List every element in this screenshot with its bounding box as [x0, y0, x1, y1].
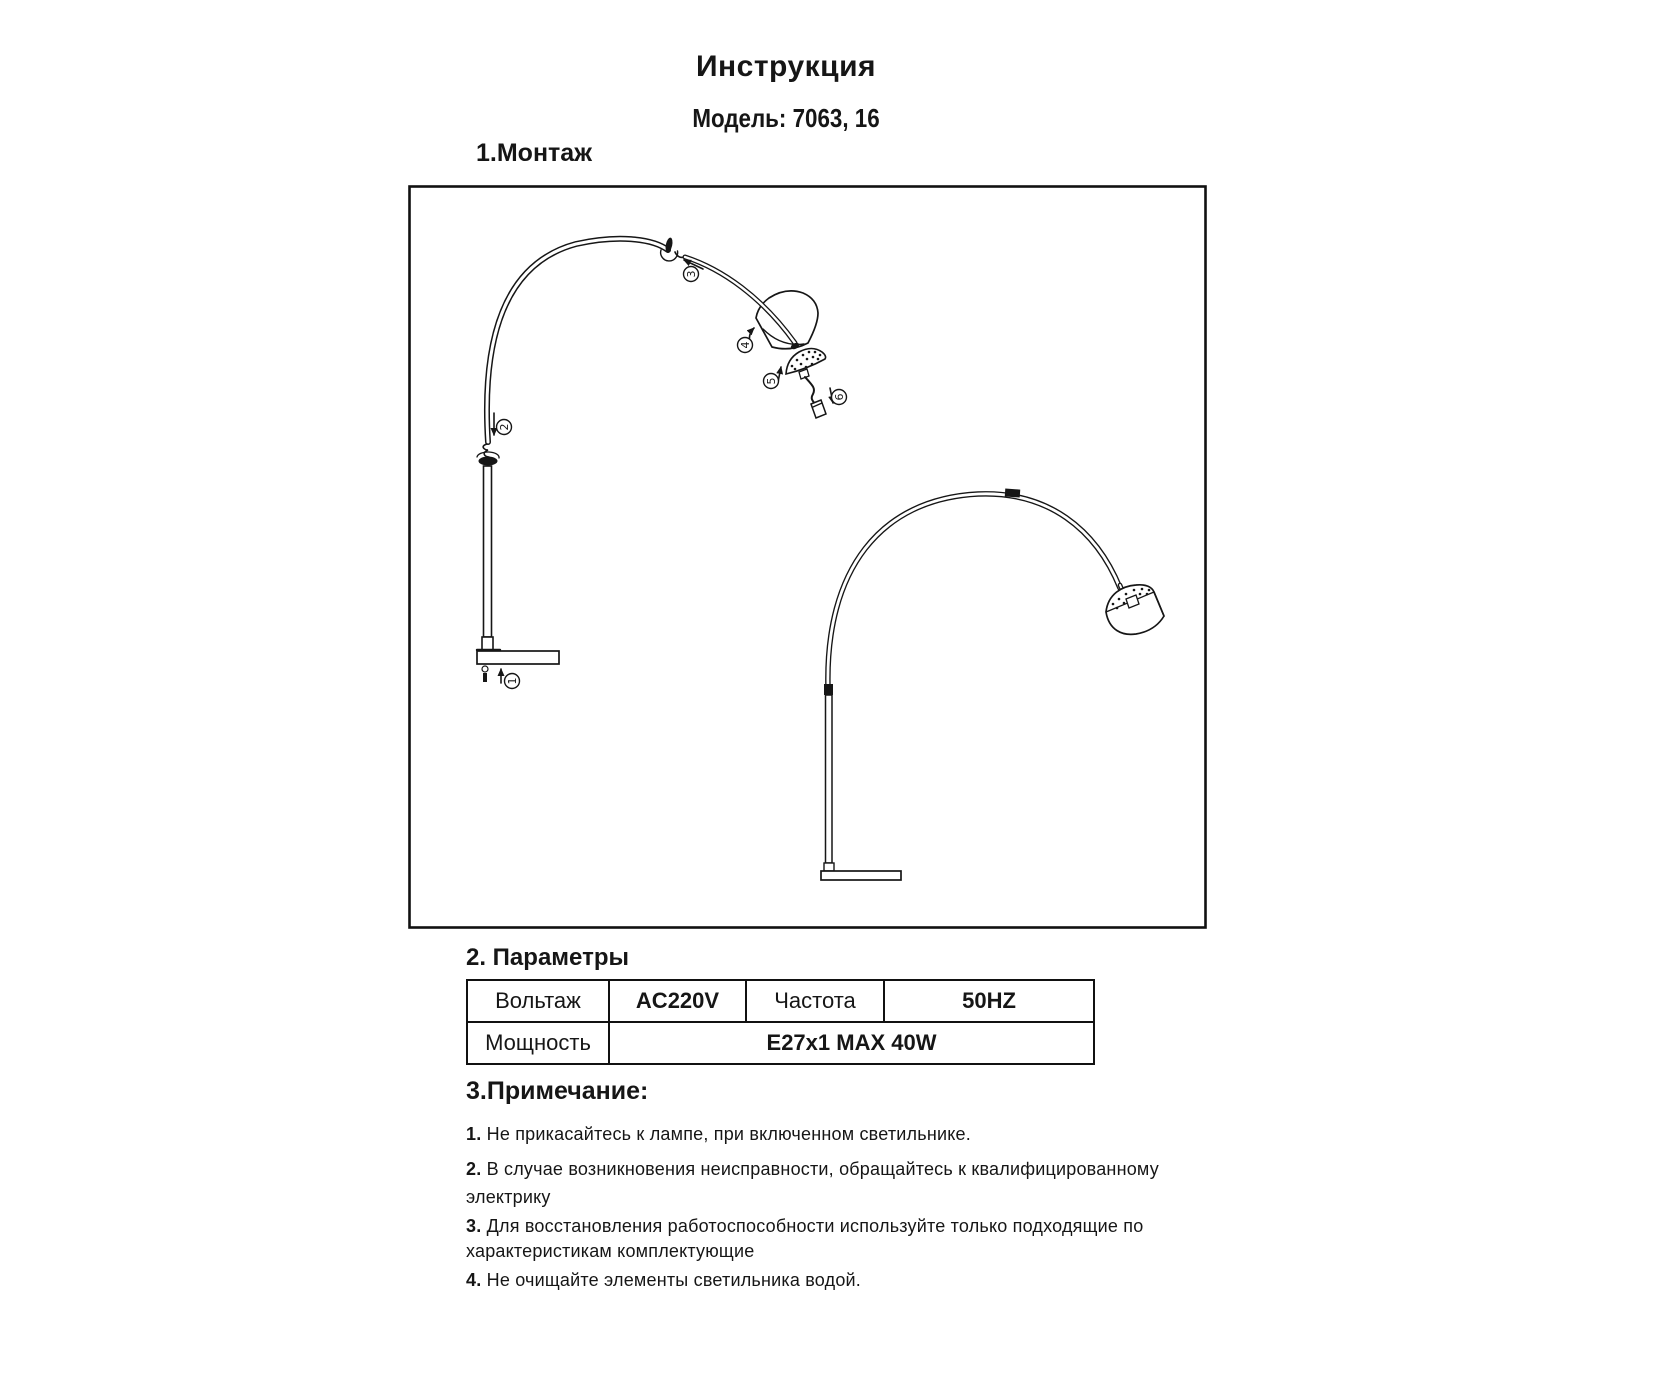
- base-assembled: [821, 871, 901, 880]
- note-line: 4. Не очищайте элементы светильника водой.: [466, 1270, 861, 1290]
- assembled-view: [821, 489, 1164, 880]
- screw: [482, 666, 488, 682]
- section-heading-notes: 3.Примечание:: [466, 1077, 649, 1105]
- insert-squiggle: [483, 444, 489, 457]
- socket-exploded: [811, 400, 826, 418]
- base-exploded: [477, 651, 559, 664]
- pole-exploded: [484, 466, 492, 637]
- note-line: характеристикам комплектующие: [466, 1241, 755, 1261]
- lampshade-exploded: [756, 291, 818, 349]
- callout-1: [501, 669, 520, 689]
- svg-text:3: 3: [685, 270, 698, 278]
- svg-text:6: 6: [833, 393, 846, 401]
- table-row: [467, 980, 1094, 1022]
- reflector-plate-exploded: [786, 349, 826, 380]
- callout-4: [738, 328, 755, 353]
- voltage-label-cell: Вольтаж: [467, 980, 609, 1022]
- note-line: 1. Не прикасайтесь к лампе, при включенном светильнике.: [466, 1124, 971, 1144]
- svg-text:4: 4: [739, 341, 752, 349]
- frequency-value-cell: 50HZ: [884, 980, 1094, 1022]
- table-row: [467, 1022, 1094, 1064]
- page-title: Инструкция: [695, 50, 877, 83]
- svg-text:2: 2: [498, 423, 511, 431]
- pole-collar: [477, 452, 499, 466]
- note-line: 2. В случае возникновения неисправности, обращайтесь к квалифицированному: [466, 1159, 1159, 1179]
- model-value: 7063, 16: [786, 103, 880, 133]
- pole-connector: [824, 684, 833, 695]
- power-value-cell: E27x1 MAX 40W: [609, 1022, 1094, 1064]
- note-line: электрику: [466, 1187, 551, 1207]
- pole-foot-assembled: [824, 863, 834, 871]
- callout-5: [764, 367, 782, 389]
- model-line: [461, 103, 1111, 134]
- note-line: 3. Для восстановления работоспособности используйте только подходящие по: [466, 1216, 1144, 1236]
- model-label: Модель:: [692, 103, 787, 133]
- power-label-cell: Мощность: [467, 1022, 609, 1064]
- callout-6: [830, 388, 847, 405]
- section-heading-parameters: 2. Параметры: [466, 944, 629, 971]
- parameters-table: [466, 979, 1095, 1065]
- montage-diagram: [408, 185, 1207, 929]
- callout-2: [494, 413, 512, 435]
- montage-diagram-svg: [408, 185, 1207, 929]
- lampshade-assembled: [1106, 585, 1164, 635]
- svg-text:5: 5: [765, 377, 778, 385]
- voltage-value-cell: AC220V: [609, 980, 746, 1022]
- cord-exploded: [805, 377, 815, 404]
- section-heading-montage: 1.Монтаж: [476, 139, 592, 167]
- frequency-label-cell: Частота: [746, 980, 884, 1022]
- exploded-view: [477, 237, 826, 682]
- arc-connector: [1005, 489, 1021, 498]
- svg-text:1: 1: [506, 677, 519, 685]
- pole-assembled: [826, 695, 833, 863]
